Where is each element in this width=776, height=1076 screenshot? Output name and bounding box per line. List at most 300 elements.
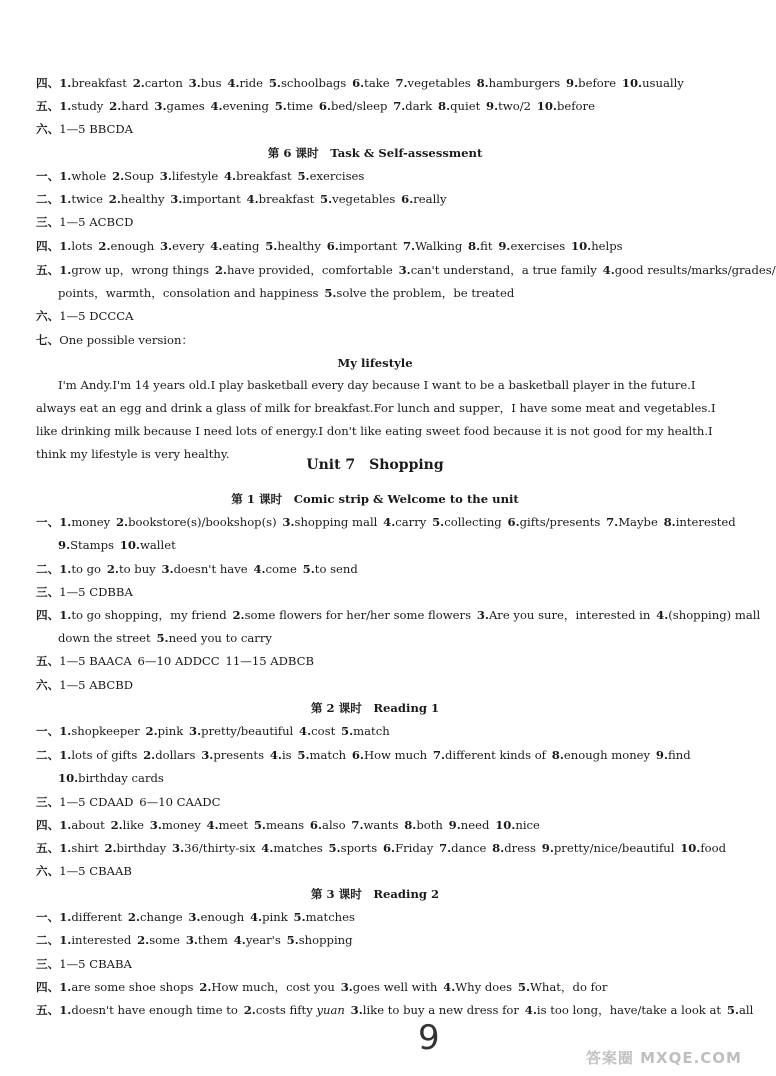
answer-text: 1—5 CBAAB [59, 864, 132, 878]
answer-line [58, 630, 730, 646]
item-number: 4. [206, 818, 219, 832]
item-number: 8. [551, 748, 564, 762]
answer-text: solve the problem，be treated [336, 286, 515, 300]
item-number: 4. [249, 910, 263, 924]
item-number: 6. [318, 99, 331, 113]
answer-text: to buy [118, 562, 156, 576]
answer-text: doesn't have enough time to [71, 1003, 238, 1017]
item-number: 5. [324, 286, 337, 300]
answer-line [36, 561, 730, 577]
essay-title: My lifestyle [337, 356, 413, 370]
section-marker: 二、 [36, 933, 60, 947]
item-number: 3. [189, 724, 202, 738]
section-marker: 三、 [36, 957, 60, 971]
item-number: 1. [59, 818, 72, 832]
answer-text: really [413, 192, 447, 206]
answer-text: What，do for [530, 980, 608, 994]
answer-text: Walking [415, 239, 463, 253]
answer-text: before [578, 76, 617, 90]
item-number: 3. [172, 841, 185, 855]
item-number: 4. [233, 933, 246, 947]
answer-text: breakfast [71, 76, 127, 90]
item-number: 1. [59, 76, 72, 90]
answer-text: gifts/presents [519, 515, 601, 529]
page-number: 9 [418, 1018, 440, 1058]
answer-text: to send [314, 562, 358, 576]
item-number: 8. [468, 239, 481, 253]
section-marker: 四、 [36, 239, 60, 253]
answer-text: shopping [298, 933, 353, 947]
item-number: 8. [438, 99, 451, 113]
answer-text: dance [451, 841, 487, 855]
answer-text: cost [311, 724, 336, 738]
answer-text: whole [71, 169, 107, 183]
answer-line [36, 909, 730, 925]
answer-text: some [149, 933, 181, 947]
answer-text: dollars [155, 748, 196, 762]
item-number: 2. [110, 818, 123, 832]
answer-text: also [322, 818, 346, 832]
item-number: 3. [398, 263, 411, 277]
item-number: 6. [351, 748, 364, 762]
item-number: 6. [309, 818, 323, 832]
item-number: 5. [297, 169, 310, 183]
answer-text: pink [157, 724, 184, 738]
answer-line [36, 584, 730, 600]
item-number: 8. [404, 818, 417, 832]
unit-title: Unit 7 Shopping [306, 457, 444, 473]
section-marker: 一、 [36, 515, 60, 529]
item-number: 5. [265, 239, 278, 253]
answer-text: 1—5 DCCCA [59, 309, 134, 323]
item-number: 2. [98, 239, 111, 253]
section-marker: 四、 [36, 76, 60, 90]
answer-text: bus [200, 76, 222, 90]
answer-line [36, 840, 730, 856]
answer-text: Maybe [618, 515, 658, 529]
item-number: 5. [156, 631, 169, 645]
answer-text: year's [245, 933, 281, 947]
item-number: 5. [320, 192, 333, 206]
answer-text: dark [405, 99, 433, 113]
answer-text: 1—5 CDBBA [59, 585, 133, 599]
item-number: 2. [199, 980, 212, 994]
answer-text: study [71, 99, 104, 113]
answer-line [36, 514, 736, 530]
item-number: 5. [328, 841, 341, 855]
item-number: 2. [106, 562, 119, 576]
item-number: 1. [59, 263, 72, 277]
answer-text: them [197, 933, 228, 947]
answer-text: How much，cost you [211, 980, 335, 994]
answer-text: doesn't have [173, 562, 248, 576]
answer-text: 6—10 ADDCC [137, 654, 220, 668]
item-number: 5. [726, 1003, 739, 1017]
answer-text: How much [363, 748, 428, 762]
item-number: 1. [59, 748, 72, 762]
section-marker: 一、 [36, 169, 60, 183]
answer-text: schoolbags [280, 76, 347, 90]
item-number: 8. [476, 76, 489, 90]
section-marker: 二、 [36, 562, 60, 576]
section-marker: 二、 [36, 748, 60, 762]
essay-paragraph: I'm Andy.I'm 14 years old.I play basketball every day because I want to be a basketball player in the future.I always eat an egg and drink a glass of milk for breakfast.For lunch and supper，I have some meat and vegetables.I like drinking milk because I need lots of energy.I don't like eating sweet food because it is not good for my health.I think my lifestyle is very healthy. [36, 378, 716, 461]
item-number: 4. [223, 169, 237, 183]
answer-text: points，warmth，consolation and happiness [58, 286, 319, 300]
item-number: 5. [432, 515, 445, 529]
answer-text: vegetables [407, 76, 471, 90]
answer-text: birthday cards [78, 771, 164, 785]
answer-line [58, 770, 730, 786]
answer-text: bookstore(s)/bookshop(s) [128, 515, 277, 529]
answer-text: costs fifty [255, 1003, 317, 1017]
item-number: 7. [351, 818, 364, 832]
answer-text: money [71, 515, 111, 529]
item-number: 5. [286, 933, 299, 947]
item-number: 1. [59, 515, 72, 529]
item-number: 3. [350, 1003, 363, 1017]
item-number: 5. [293, 910, 306, 924]
answer-line [36, 956, 730, 972]
answer-text: sports [340, 841, 378, 855]
item-number: 5. [341, 724, 354, 738]
answer-text: pretty/beautiful [201, 724, 294, 738]
answer-text: all [739, 1003, 754, 1017]
answer-text: enough money [563, 748, 651, 762]
answer-line [36, 747, 730, 763]
item-number: 4. [524, 1003, 537, 1017]
answer-text: pretty/nice/beautiful [553, 841, 675, 855]
item-number: 9. [498, 239, 511, 253]
item-number: 3. [161, 562, 174, 576]
item-number: 9. [655, 748, 668, 762]
answer-line [36, 168, 730, 184]
answer-line [36, 332, 730, 348]
answer-text: carry [395, 515, 427, 529]
item-number: 4. [261, 841, 274, 855]
item-number: 3. [154, 99, 167, 113]
answer-text: nice [515, 818, 540, 832]
item-number: 9. [448, 818, 461, 832]
answer-text: to go shopping，my friend [71, 608, 227, 622]
answer-line [36, 979, 730, 995]
item-number: 6. [326, 239, 339, 253]
section-marker: 五、 [36, 654, 60, 668]
item-number: 6. [352, 76, 365, 90]
answer-text: exercises [510, 239, 566, 253]
answer-line [58, 285, 730, 301]
answer-text: need you to carry [168, 631, 272, 645]
item-number: 5. [297, 748, 310, 762]
item-number: 4. [443, 980, 456, 994]
section-marker: 四、 [36, 980, 60, 994]
answer-text: dress [504, 841, 536, 855]
item-number: 3. [201, 748, 214, 762]
answer-text: 1—5 ACBCD [59, 215, 134, 229]
answer-text: birthday [116, 841, 167, 855]
watermark-logo: 答案圈 MXQE.COM [585, 1049, 742, 1067]
answer-text: Are you sure，interested in [488, 608, 651, 622]
answer-line [36, 653, 730, 669]
answer-text: means [265, 818, 305, 832]
answer-text: matches [273, 841, 323, 855]
item-number: 8. [492, 841, 505, 855]
item-number: 2. [104, 841, 117, 855]
answer-line [36, 262, 776, 278]
answer-line [36, 308, 730, 324]
answer-line [36, 98, 730, 114]
answer-line [36, 677, 730, 693]
item-number: 10. [680, 841, 701, 855]
answer-text: two/2 [498, 99, 531, 113]
answer-text: 36/thirty-six [184, 841, 256, 855]
item-number: 2. [127, 910, 140, 924]
item-number: 2. [243, 1003, 256, 1017]
section-marker: 一、 [36, 724, 60, 738]
section-marker: 五、 [36, 841, 60, 855]
answer-text: change [139, 910, 183, 924]
item-number: 10. [571, 239, 592, 253]
item-number: 3. [340, 980, 353, 994]
item-number: 1. [59, 910, 72, 924]
answer-text: 1—5 BAACA [59, 654, 132, 668]
item-number: 2. [143, 748, 156, 762]
answer-text: carton [144, 76, 183, 90]
answer-text: helps [591, 239, 623, 253]
answer-text: (shopping) mall [668, 608, 761, 622]
answer-text: interested [71, 933, 132, 947]
item-number: 7. [606, 515, 619, 529]
answer-text: need [460, 818, 490, 832]
answer-text: lots [71, 239, 93, 253]
answer-text: shopping mall [294, 515, 378, 529]
answer-text: lots of gifts [71, 748, 138, 762]
item-number: 3. [159, 169, 172, 183]
section-marker: 六、 [36, 122, 60, 136]
answer-text: wallet [139, 538, 176, 552]
section-marker: 四、 [36, 608, 60, 622]
answer-text: match [353, 724, 390, 738]
answer-text: 6—10 CAADC [139, 795, 221, 809]
item-number: 3. [185, 933, 198, 947]
answer-text: enough [110, 239, 155, 253]
section-marker: 六、 [36, 864, 60, 878]
item-number: 5. [517, 980, 530, 994]
answer-text: like [122, 818, 144, 832]
item-number: 1. [59, 562, 72, 576]
answer-line [36, 191, 730, 207]
item-number: 2. [115, 515, 129, 529]
item-number: 6. [382, 841, 396, 855]
item-number: 1. [59, 724, 72, 738]
answer-text: lifestyle [171, 169, 219, 183]
answer-text: some flowers for her/her some flowers [244, 608, 472, 622]
answer-text: vegetables [332, 192, 396, 206]
answer-text-italic: yuan [316, 1003, 345, 1017]
item-number: 7. [395, 76, 408, 90]
answer-text: pink [262, 910, 288, 924]
item-number: 3. [159, 239, 173, 253]
answer-text: like to buy a new dress for [362, 1003, 519, 1017]
section-marker: 三、 [36, 215, 60, 229]
item-number: 4. [269, 748, 282, 762]
answer-text: eating [222, 239, 260, 253]
answer-text: come [265, 562, 297, 576]
item-number: 5. [274, 99, 287, 113]
item-number: 7. [393, 99, 406, 113]
item-number: 3. [476, 608, 489, 622]
answer-text: Soup [124, 169, 154, 183]
item-number: 9. [58, 538, 71, 552]
item-number: 1. [59, 192, 72, 206]
item-number: 1. [59, 239, 72, 253]
answer-text: good results/marks/grades/ [614, 263, 776, 277]
answer-text: usually [642, 76, 684, 90]
answer-text: are some shoe shops [71, 980, 194, 994]
item-number: 10. [58, 771, 79, 785]
answer-text: shirt [71, 841, 99, 855]
item-number: 7. [402, 239, 416, 253]
item-number: 7. [439, 841, 452, 855]
answer-text: is [281, 748, 292, 762]
answer-text: presents [213, 748, 265, 762]
answer-text: down the street [58, 631, 151, 645]
answer-text: healthy [120, 192, 165, 206]
item-number: 4. [602, 263, 615, 277]
answer-text: exercises [309, 169, 365, 183]
item-number: 2. [109, 99, 122, 113]
answer-text: 1—5 ABCBD [59, 678, 134, 692]
answer-text: fit [480, 239, 493, 253]
section-marker: 五、 [36, 99, 60, 113]
answer-text: 1—5 BBCDA [59, 122, 134, 136]
item-number: 1. [59, 608, 72, 622]
item-number: 2. [137, 933, 150, 947]
answer-text: is too long，have/take a look at [536, 1003, 722, 1017]
answer-text: take [364, 76, 390, 90]
answer-text: ride [239, 76, 264, 90]
answer-text: wants [363, 818, 399, 832]
answer-text: games [166, 99, 205, 113]
answer-line [36, 607, 761, 623]
item-number: 4. [210, 99, 223, 113]
answer-text: quiet [450, 99, 481, 113]
item-number: 4. [246, 192, 259, 206]
item-number: 3. [188, 76, 201, 90]
answer-text: healthy [277, 239, 321, 253]
answer-line [36, 121, 730, 137]
item-number: 5. [268, 76, 281, 90]
item-number: 10. [621, 76, 643, 90]
answer-line [36, 1002, 754, 1018]
section-marker: 六、 [36, 678, 60, 692]
section-marker: 五、 [36, 1003, 60, 1017]
answer-text: goes well with [352, 980, 438, 994]
item-number: 6. [507, 515, 520, 529]
answer-line [36, 75, 730, 91]
section-marker: 三、 [36, 795, 60, 809]
lesson-heading: 第 3 课时 Reading 2 [310, 887, 440, 901]
section-marker: 七、 [36, 333, 60, 347]
answer-text: Stamps [70, 538, 114, 552]
section-marker: 四、 [36, 818, 60, 832]
item-number: 10. [495, 818, 516, 832]
item-number: 2. [112, 169, 125, 183]
item-number: 4. [299, 724, 312, 738]
section-marker: 一、 [36, 910, 60, 924]
answer-text: breakfast [236, 169, 292, 183]
answer-text: different [71, 910, 123, 924]
answer-text: bed/sleep [330, 99, 388, 113]
answer-text: hamburgers [488, 76, 561, 90]
section-marker: 五、 [36, 263, 60, 277]
answer-text: about [71, 818, 105, 832]
lesson-heading: 第 6 课时 Task & Self-assessment [267, 146, 483, 160]
answer-text: evening [222, 99, 269, 113]
item-number: 4. [656, 608, 669, 622]
answer-text: Why does [455, 980, 513, 994]
answer-text: have provided，comfortable [226, 263, 393, 277]
item-number: 1. [59, 933, 72, 947]
item-number: 8. [663, 515, 676, 529]
answer-text: 1—5 CBABA [59, 957, 132, 971]
section-marker: 三、 [36, 585, 60, 599]
answer-text: money [161, 818, 201, 832]
answer-text: different kinds of [445, 748, 546, 762]
item-number: 2. [132, 76, 145, 90]
item-number: 3. [188, 910, 201, 924]
answer-text: important [182, 192, 241, 206]
answer-line [36, 932, 730, 948]
item-number: 2. [214, 263, 227, 277]
item-number: 1. [59, 169, 72, 183]
answer-text: both [416, 818, 443, 832]
answer-line [36, 794, 730, 810]
answer-text: interested [675, 515, 736, 529]
item-number: 4. [210, 239, 223, 253]
answer-text: 1—5 CDAAD [59, 795, 134, 809]
item-number: 1. [59, 841, 72, 855]
answer-text: find [668, 748, 691, 762]
item-number: 10. [119, 538, 140, 552]
item-number: 5. [253, 818, 266, 832]
item-number: 9. [486, 99, 499, 113]
answer-text: before [556, 99, 595, 113]
answer-text: every [172, 239, 205, 253]
answer-text: meet [218, 818, 249, 832]
answer-text: One possible version： [59, 333, 194, 347]
answer-text: can't understand，a true family [410, 263, 597, 277]
answer-line [36, 863, 730, 879]
item-number: 2. [145, 724, 158, 738]
answer-text: food [700, 841, 727, 855]
item-number: 3. [149, 818, 162, 832]
item-number: 4. [383, 515, 396, 529]
item-number: 1. [59, 99, 72, 113]
answer-text: collecting [444, 515, 502, 529]
answer-text: Friday [395, 841, 434, 855]
answer-text: to go [71, 562, 102, 576]
answer-text: twice [71, 192, 103, 206]
item-number: 1. [59, 1003, 72, 1017]
answer-line [36, 723, 730, 739]
lesson-heading: 第 1 课时 Comic strip & Welcome to the unit [231, 492, 519, 506]
answer-text: matches [305, 910, 355, 924]
section-marker: 六、 [36, 309, 60, 323]
item-number: 5. [302, 562, 315, 576]
item-number: 6. [401, 192, 414, 206]
answer-text: grow up，wrong things [71, 263, 210, 277]
